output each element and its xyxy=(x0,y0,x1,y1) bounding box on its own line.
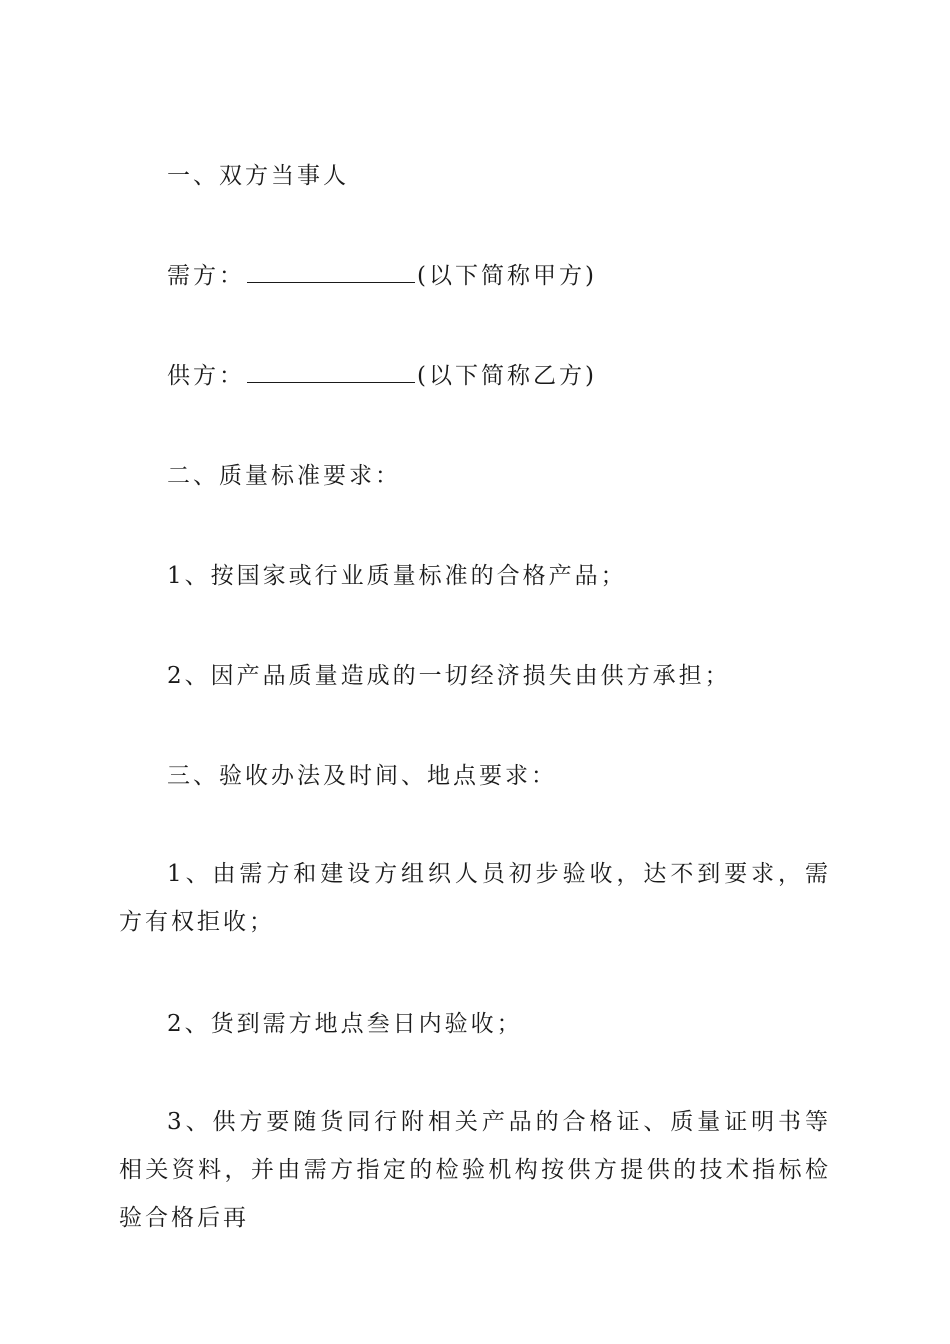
seller-name-blank xyxy=(247,360,415,383)
section3-item-1: 1、由需方和建设方组织人员初步验收，达不到要求，需方有权拒收； xyxy=(119,861,831,935)
section1-heading: 一、双方当事人 xyxy=(167,163,349,189)
seller-line xyxy=(167,352,597,400)
section2-heading: 二、质量标准要求： xyxy=(167,463,401,489)
seller-suffix: (以下简称乙方) xyxy=(417,363,597,389)
section3-heading: 三、验收办法及时间、地点要求： xyxy=(167,763,557,789)
section2-item-2: 2、因产品质量造成的一切经济损失由供方承担； xyxy=(167,663,731,689)
seller-label: 供方： xyxy=(167,363,245,389)
buyer-line xyxy=(167,252,597,300)
buyer-suffix: (以下简称甲方) xyxy=(417,263,597,289)
section2-item-1: 1、按国家或行业质量标准的合格产品； xyxy=(167,563,627,589)
buyer-name-blank xyxy=(247,260,415,283)
section3-item-2: 2、货到需方地点叁日内验收； xyxy=(167,1011,523,1037)
section3-item-3: 3、供方要随货同行附相关产品的合格证、质量证明书等相关资料，并由需方指定的检验机构按供方提供的技术指标检验合格后再 xyxy=(119,1109,831,1231)
buyer-label: 需方： xyxy=(167,263,245,289)
